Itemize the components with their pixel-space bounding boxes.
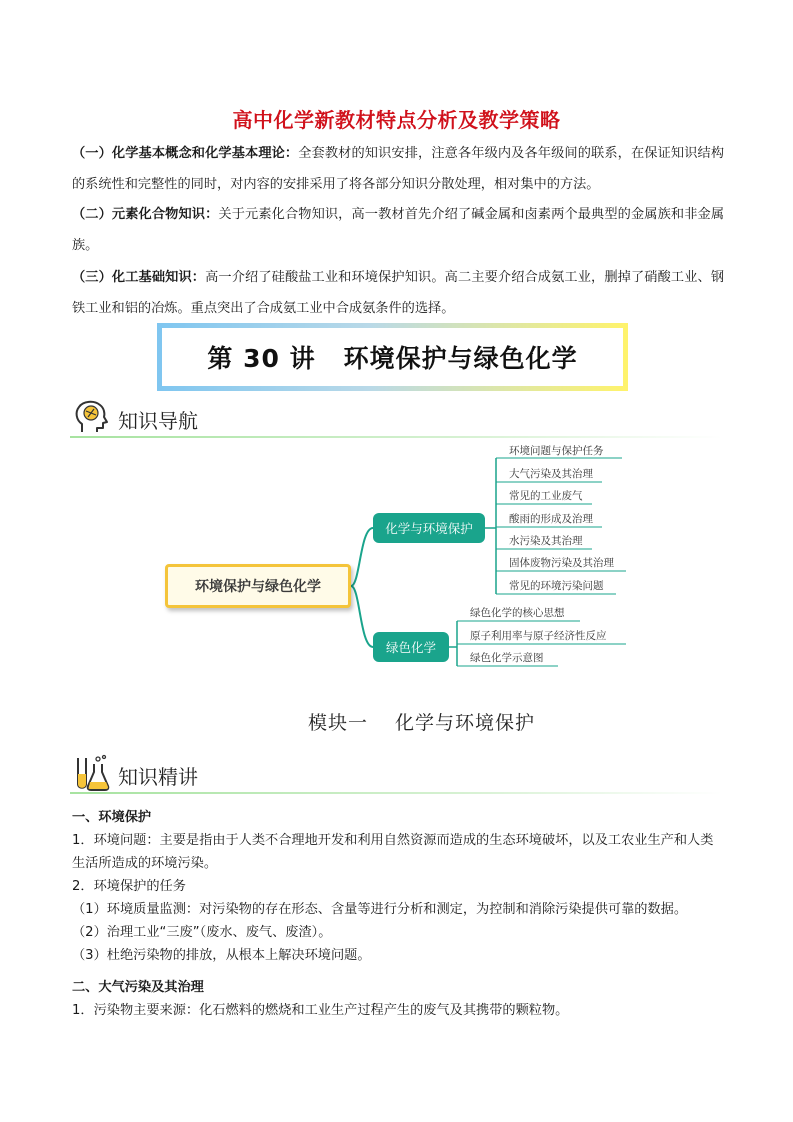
- body-paragraph: 1．污染物主要来源：化石燃料的燃烧和工业生产过程产生的废气及其携带的颗粒物。: [72, 1003, 569, 1018]
- mind-map-leaf: 环境问题与保护任务: [509, 445, 604, 457]
- intro-paragraph-2: [72, 199, 724, 261]
- intro-paragraph-1: [72, 138, 724, 200]
- module-title: [0, 708, 793, 735]
- lecture-banner-title: [162, 328, 623, 386]
- mind-map-branch-environment: 化学与环境保护: [373, 513, 485, 543]
- intro-heading-1: （一）化学基本概念和化学基本理论：: [72, 146, 299, 161]
- lecture-banner: [157, 323, 628, 391]
- mind-map-leaf: 酸雨的形成及治理: [509, 513, 593, 525]
- body-paragraph: （1）环境质量监测：对污染物的存在形态、含量等进行分析和测定，为控制和消除污染提供可靠的数据。: [72, 902, 688, 917]
- body-paragraph: （3）杜绝污染物的排放，从根本上解决环境问题。: [72, 948, 371, 963]
- connector-root-branch-2: [351, 586, 373, 647]
- connector-root-branch-1: [351, 528, 373, 586]
- section-label-navigation: 知识导航: [118, 409, 198, 433]
- mind-map-leaf: 常见的工业废气: [509, 490, 583, 502]
- flask-icon: [72, 754, 112, 792]
- body-paragraph: 2．环境保护的任务: [72, 879, 186, 894]
- section-rule: [70, 792, 722, 794]
- mind-map-leaf: 绿色化学的核心思想: [470, 607, 565, 619]
- section-header-detail: [70, 754, 722, 794]
- mind-map-leaf: 常见的环境污染问题: [509, 580, 604, 592]
- mind-map-leaf: 固体废物污染及其治理: [509, 557, 614, 569]
- mind-map: [160, 436, 640, 676]
- document-title: 高中化学新教材特点分析及教学策略: [232, 108, 561, 132]
- mind-map-leaf: 绿色化学示意图: [470, 652, 544, 664]
- lecture-number: 第 30 讲: [207, 344, 316, 373]
- section-heading-environment: 一、环境保护: [72, 810, 152, 825]
- mind-map-branch-green-chemistry: 绿色化学: [373, 632, 449, 662]
- mind-map-leaf: 水污染及其治理: [509, 535, 583, 547]
- intro-heading-3: （三）化工基础知识：: [72, 270, 206, 285]
- section-label-detail: 知识精讲: [118, 765, 198, 789]
- section-heading-air-pollution: 二、大气污染及其治理: [72, 980, 204, 995]
- section-header-navigation: [70, 398, 722, 438]
- intro-text-2: 关于元素化合物知识，高一教材首先介绍了碱金属和卤素两个最典型的金属族和非金属族。: [72, 207, 725, 253]
- mind-map-leaf: 原子利用率与原子经济性反应: [470, 630, 607, 642]
- body-paragraph: 1．环境问题：主要是指由于人类不合理地开发和利用自然资源而造成的生态环境破坏，以及工农业生产和人类生活所造成的环境污染。: [72, 833, 714, 871]
- intro-heading-2: （二）元素化合物知识：: [72, 207, 219, 222]
- intro-text-3: 高一介绍了硅酸盐工业和环境保护知识。高二主要介绍合成氨工业，删掉了硝酸工业、钢铁工业和铝的冶炼。重点突出了合成氨工业中合成氨条件的选择。: [72, 270, 725, 316]
- module-name: 化学与环境保护: [395, 712, 536, 734]
- thinking-head-icon: [72, 398, 112, 436]
- body-paragraph: （2）治理工业“三废”（废水、废气、废渣）。: [72, 925, 332, 940]
- intro-text-1: 全套教材的知识安排，注意各年级内及各年级间的联系，在保证知识结构的系统性和完整性的同时，对内容的安排采用了将各部分知识分散处理，相对集中的方法。: [72, 146, 725, 192]
- intro-paragraph-3: [72, 262, 724, 324]
- mind-map-root-node: 环境保护与绿色化学: [165, 564, 351, 608]
- lecture-title: 环境保护与绿色化学: [343, 344, 578, 373]
- mind-map-leaf: 大气污染及其治理: [509, 468, 593, 480]
- module-number: 模块一: [307, 712, 368, 734]
